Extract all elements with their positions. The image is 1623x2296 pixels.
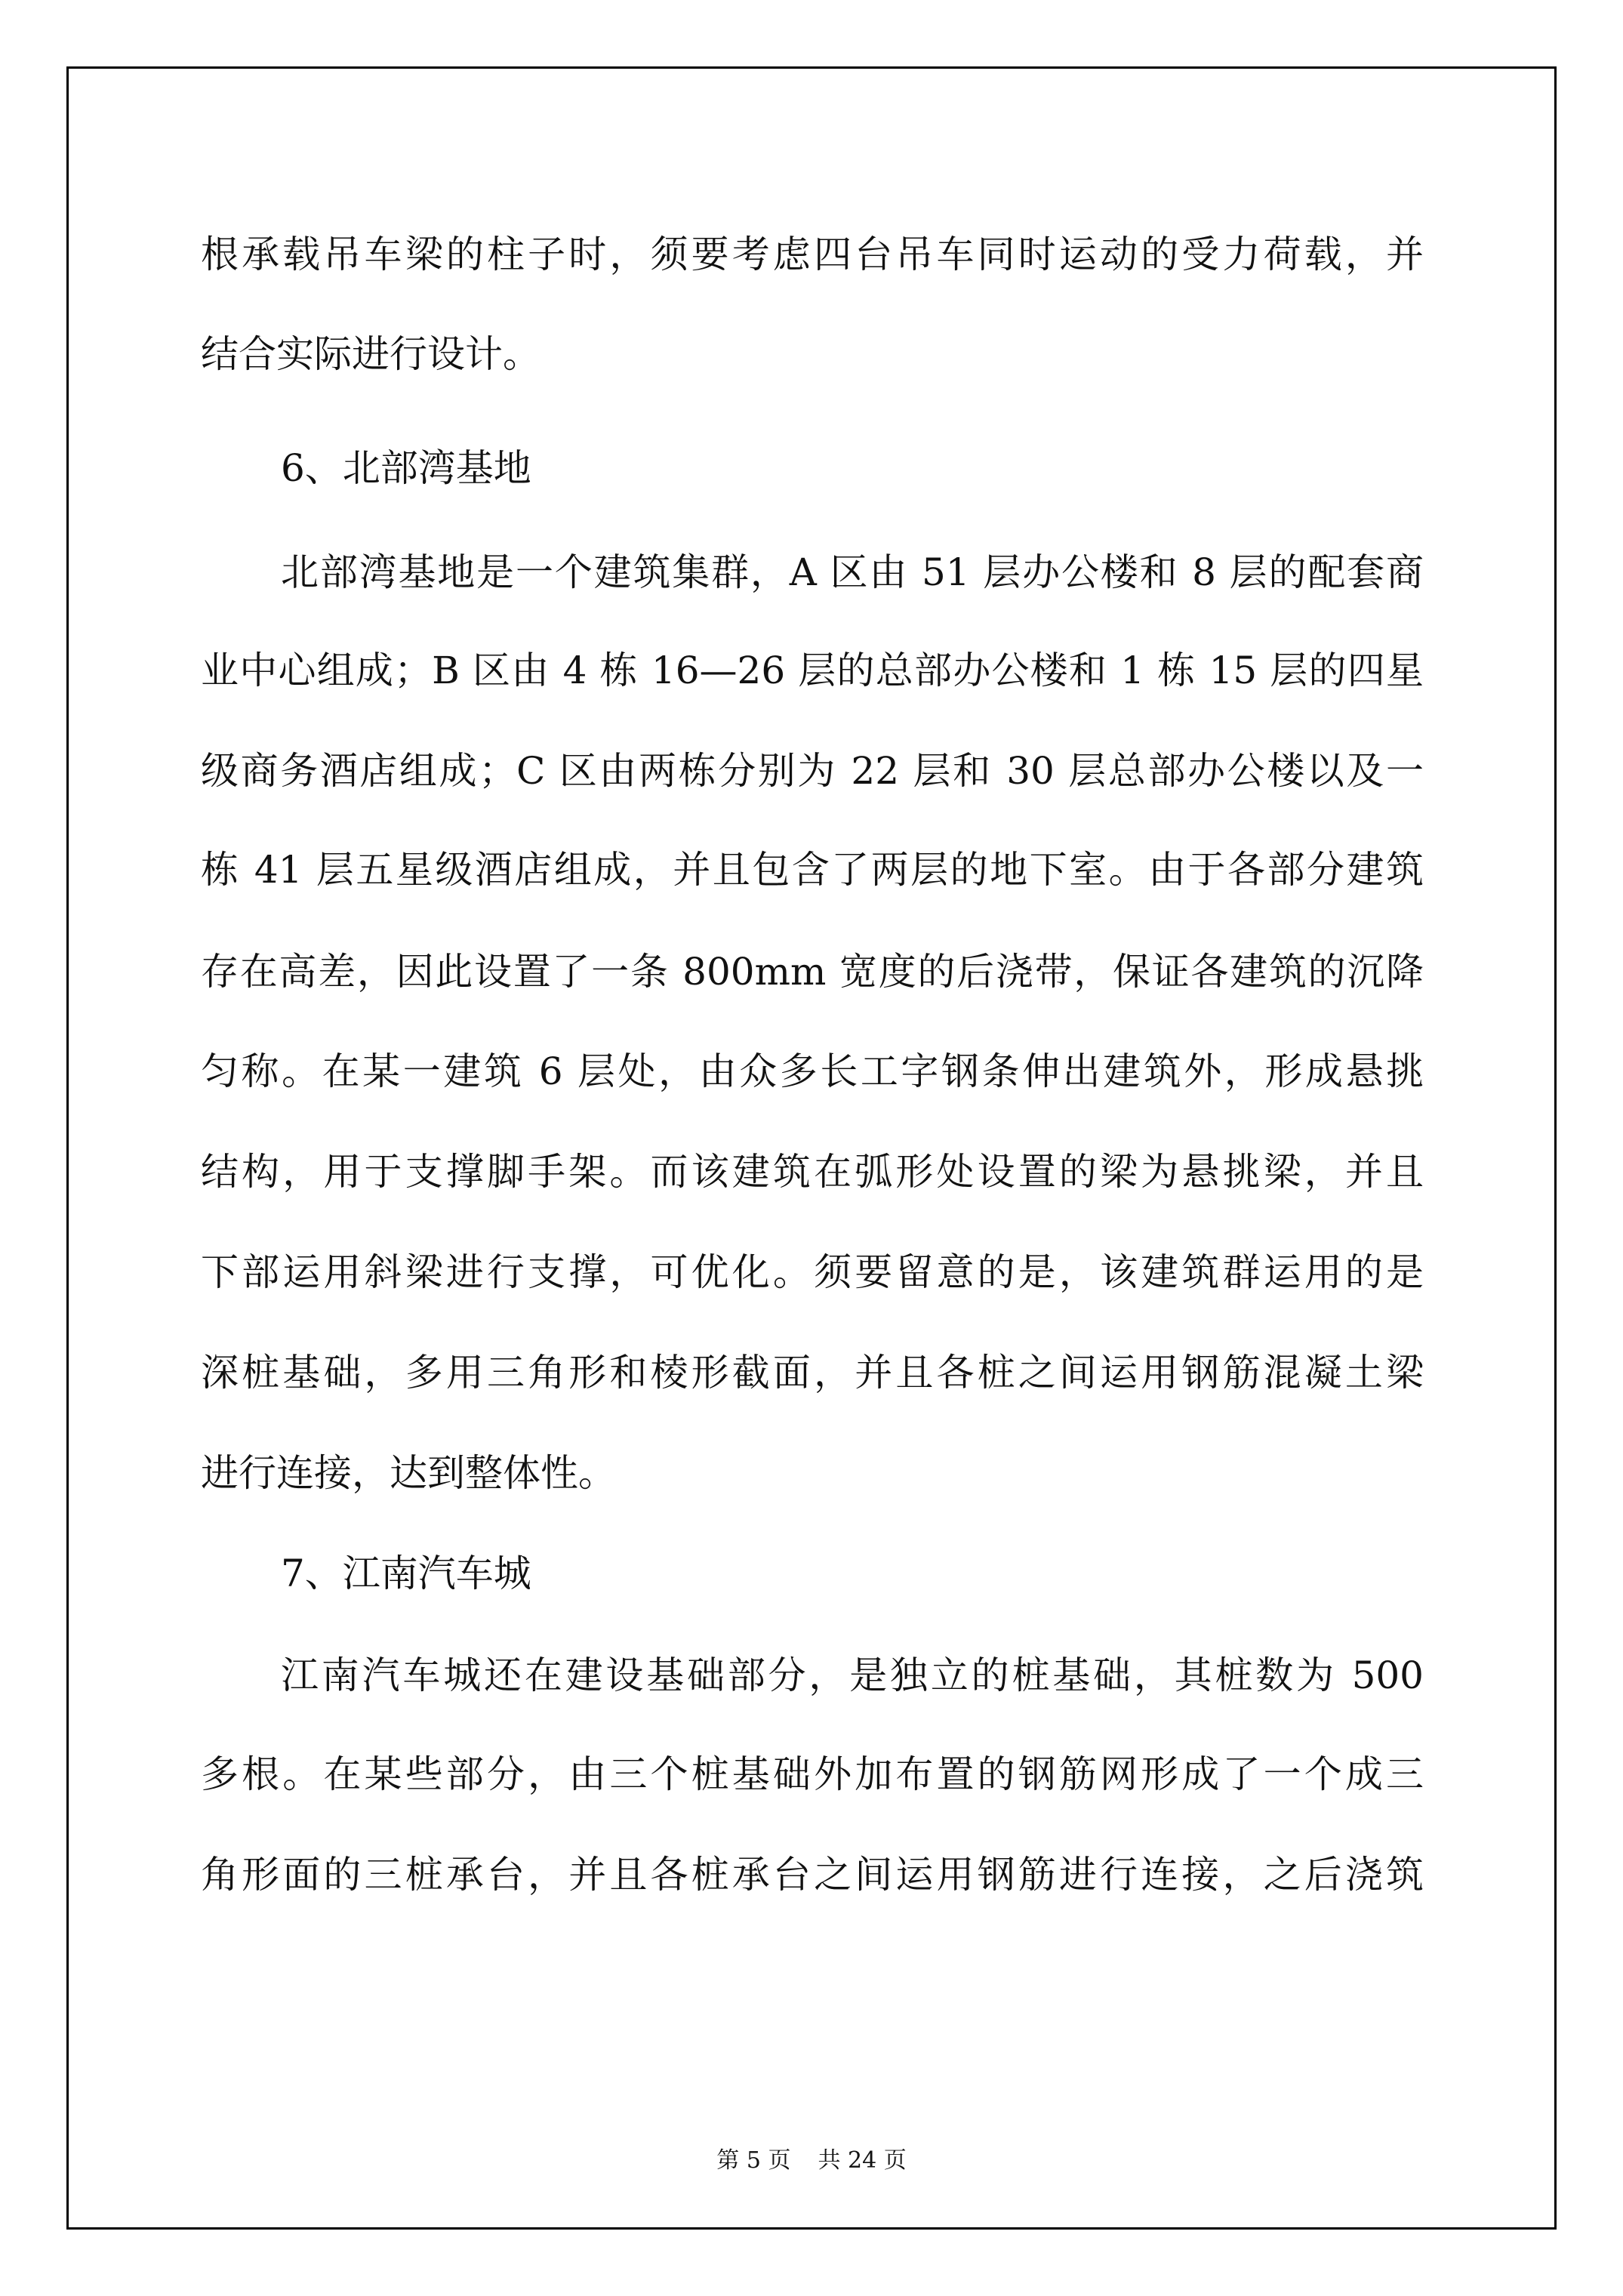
paragraph-line: 根承载吊车梁的柱子时，须要考虑四台吊车同时运动的受力荷载，并 [201, 233, 1424, 276]
paragraph-line: 结构，用于支撑脚手架。而该建筑在弧形处设置的梁为悬挑梁，并且 [201, 1150, 1424, 1194]
paragraph-line: 级商务酒店组成；C 区由两栋分别为 22 层和 30 层总部办公楼以及一 [201, 749, 1424, 793]
paragraph-line: 结合实际进行设计。 [201, 332, 540, 376]
paragraph-line: 多根。在某些部分，由三个桩基础外加布置的钢筋网形成了一个成三 [201, 1752, 1424, 1796]
section-heading: 6、北部湾基地 [281, 446, 531, 490]
page-number: 第 5 页 [716, 2147, 791, 2174]
paragraph-line: 栋 41 层五星级酒店组成，并且包含了两层的地下室。由于各部分建筑 [201, 848, 1424, 892]
paragraph-line: 下部运用斜梁进行支撑，可优化。须要留意的是，该建筑群运用的是 [201, 1250, 1424, 1294]
paragraph-line: 匀称。在某一建筑 6 层处，由众多长工字钢条伸出建筑外，形成悬挑 [201, 1049, 1424, 1093]
paragraph-line: 角形面的三桩承台，并且各桩承台之间运用钢筋进行连接，之后浇筑 [201, 1853, 1424, 1897]
paragraph-line: 存在高差，因此设置了一条 800mm 宽度的后浇带，保证各建筑的沉降 [201, 950, 1424, 994]
paragraph-line: 北部湾基地是一个建筑集群，A 区由 51 层办公楼和 8 层的配套商 [281, 550, 1424, 594]
paragraph-line: 江南汽车城还在建设基础部分，是独立的桩基础，其桩数为 500 [281, 1653, 1424, 1697]
page-border [66, 66, 1557, 2230]
page-total: 共 24 页 [818, 2147, 907, 2174]
section-heading: 7、江南汽车城 [281, 1552, 531, 1595]
page-footer [0, 2146, 1623, 2176]
paragraph-line: 深桩基础，多用三角形和棱形截面，并且各桩之间运用钢筋混凝土梁 [201, 1351, 1424, 1395]
paragraph-line: 业中心组成；B 区由 4 栋 16—26 层的总部办公楼和 1 栋 15 层的四星 [201, 649, 1424, 692]
paragraph-line: 进行连接，达到整体性。 [201, 1451, 616, 1495]
